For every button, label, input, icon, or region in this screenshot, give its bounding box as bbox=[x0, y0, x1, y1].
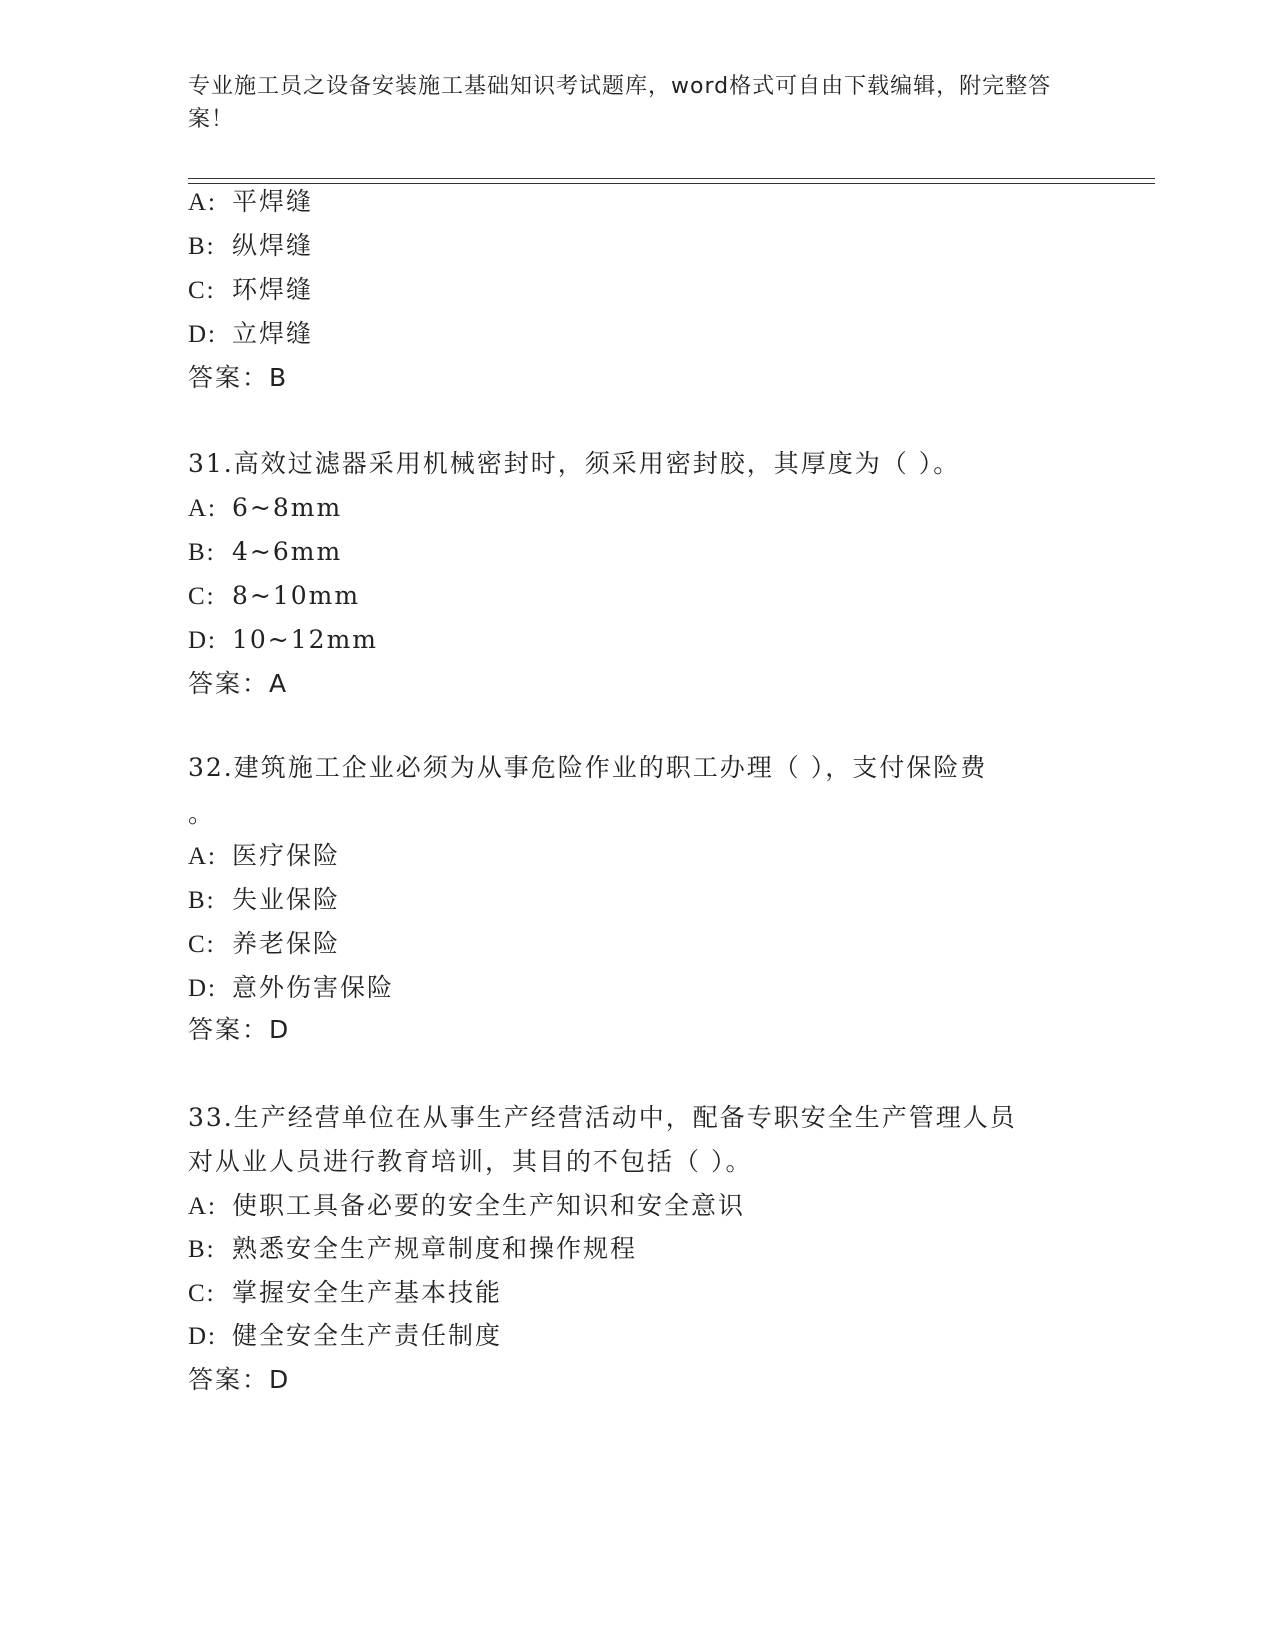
option-d bbox=[188, 316, 313, 353]
question-32-line1: 32.建筑施工企业必须为从事危险作业的职工办理（ ），支付保险费 bbox=[188, 753, 988, 782]
header-divider bbox=[188, 178, 1155, 184]
option-letter: A: bbox=[188, 189, 217, 216]
option-c bbox=[188, 1275, 502, 1312]
option-text: 意外伤害保险 bbox=[232, 973, 395, 1002]
option-a bbox=[188, 838, 340, 875]
option-text: 环焊缝 bbox=[232, 275, 314, 304]
option-text: 熟悉安全生产规章制度和操作规程 bbox=[232, 1234, 638, 1263]
option-b bbox=[188, 228, 313, 265]
option-text: 纵焊缝 bbox=[232, 231, 314, 260]
option-letter: C: bbox=[188, 277, 216, 304]
option-text: 6~8mm bbox=[232, 493, 343, 522]
answer: 答案：D bbox=[188, 1015, 291, 1044]
option-text: 使职工具备必要的安全生产知识和安全意识 bbox=[232, 1191, 746, 1220]
option-letter: C: bbox=[188, 931, 216, 958]
option-letter: C: bbox=[188, 1280, 216, 1307]
option-c bbox=[188, 926, 340, 963]
option-c bbox=[188, 272, 313, 309]
option-text: 失业保险 bbox=[232, 885, 341, 914]
option-text: 医疗保险 bbox=[232, 841, 341, 870]
option-text: 立焊缝 bbox=[232, 319, 314, 348]
option-letter: B: bbox=[188, 233, 216, 260]
option-letter: A: bbox=[188, 1193, 217, 1220]
option-b bbox=[188, 1231, 637, 1268]
option-letter: B: bbox=[188, 1236, 216, 1263]
option-letter: A: bbox=[188, 843, 217, 870]
answer: 答案：B bbox=[188, 363, 289, 392]
option-letter: D: bbox=[188, 1323, 217, 1350]
option-b bbox=[188, 882, 340, 919]
option-text: 养老保险 bbox=[232, 929, 341, 958]
option-text: 平焊缝 bbox=[232, 187, 314, 216]
option-text: 掌握安全生产基本技能 bbox=[232, 1278, 503, 1307]
option-c bbox=[188, 578, 360, 615]
option-text: 8~10mm bbox=[232, 581, 361, 610]
option-a bbox=[188, 1188, 745, 1225]
option-d bbox=[188, 1318, 502, 1355]
question-32-line2: 。 bbox=[188, 799, 216, 828]
option-text: 健全安全生产责任制度 bbox=[232, 1321, 503, 1350]
answer: 答案：D bbox=[188, 1365, 291, 1394]
option-letter: D: bbox=[188, 321, 217, 348]
option-d bbox=[188, 622, 378, 659]
option-text: 4~6mm bbox=[232, 537, 343, 566]
option-a bbox=[188, 490, 342, 527]
question-31: 31.高效过滤器采用机械密封时，须采用密封胶，其厚度为（ ）。 bbox=[188, 449, 961, 478]
option-letter: B: bbox=[188, 539, 216, 566]
option-letter: D: bbox=[188, 975, 217, 1002]
question-33-line1: 33.生产经营单位在从事生产经营活动中，配备专职安全生产管理人员 bbox=[188, 1103, 1017, 1132]
option-a bbox=[188, 184, 313, 221]
document-header: 专业施工员之设备安装施工基础知识考试题库，word格式可自由下载编辑，附完整答案！ bbox=[188, 74, 1052, 132]
answer: 答案：A bbox=[188, 669, 289, 698]
option-letter: B: bbox=[188, 887, 216, 914]
question-33-line2: 对从业人员进行教育培训，其目的不包括（ ）。 bbox=[188, 1147, 753, 1176]
option-b bbox=[188, 534, 342, 571]
option-letter: A: bbox=[188, 495, 217, 522]
option-letter: D: bbox=[188, 627, 217, 654]
option-d bbox=[188, 970, 394, 1007]
option-text: 10~12mm bbox=[232, 625, 378, 654]
option-letter: C: bbox=[188, 583, 216, 610]
